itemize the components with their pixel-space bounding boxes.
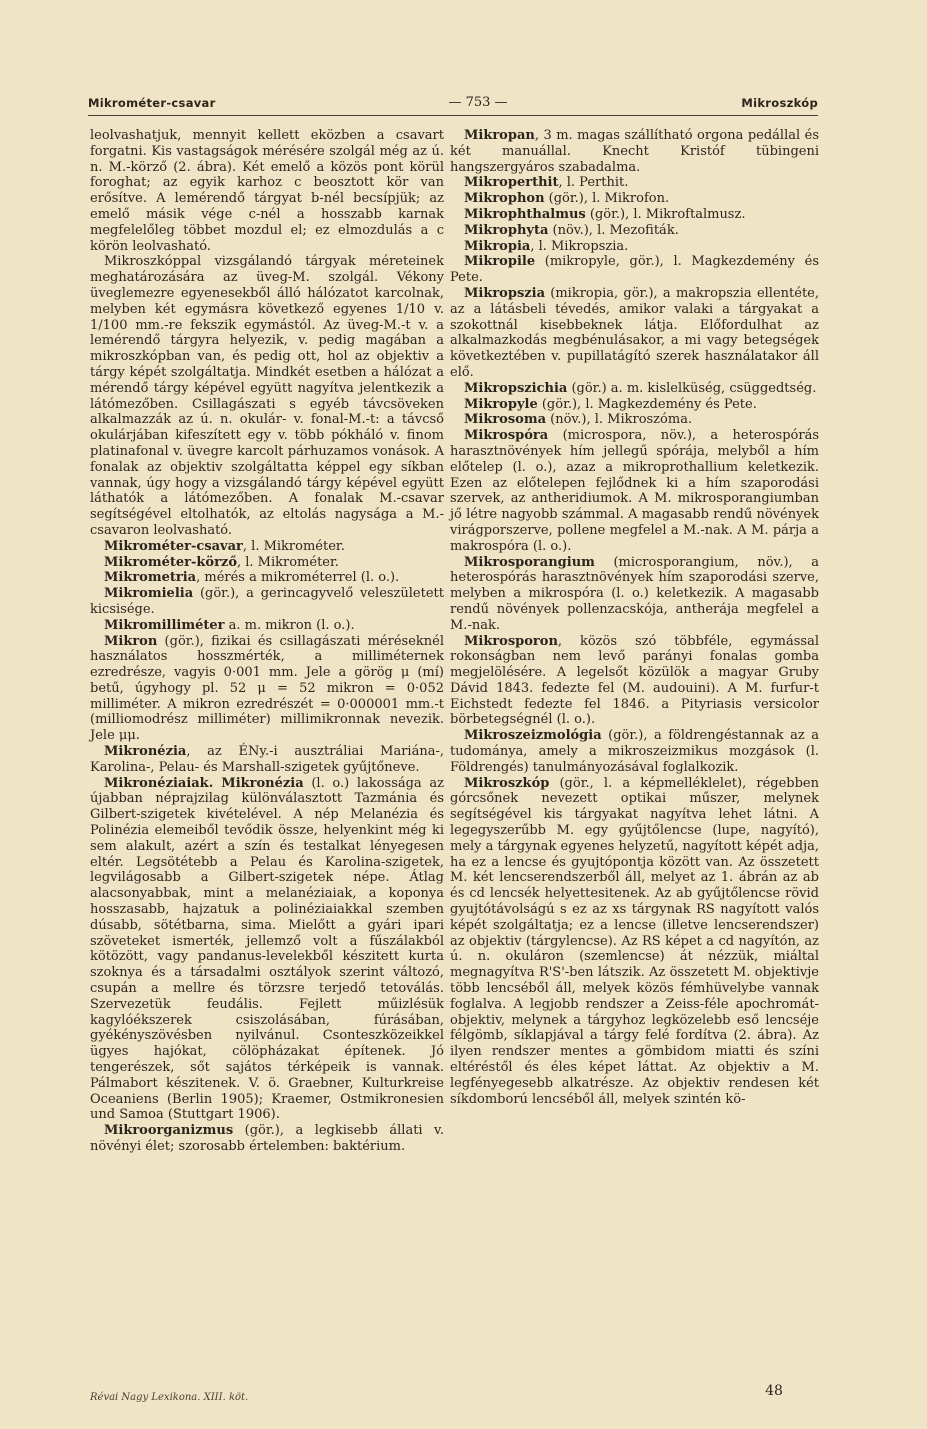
- footer-page-number: 48: [765, 1383, 783, 1399]
- dictionary-entry: [450, 207, 819, 223]
- dictionary-entry: [90, 744, 444, 776]
- dictionary-entry: [450, 412, 819, 428]
- entry-headword: Mikrophon: [464, 191, 545, 207]
- entry-body: (gör.), l. Mikroftalmusz.: [585, 206, 746, 222]
- dictionary-entry: [90, 618, 444, 634]
- entry-body: , l. Mikrométer.: [236, 554, 339, 570]
- entry-body: , l. Perthit.: [558, 175, 629, 191]
- dictionary-entry: [450, 428, 819, 554]
- header-rule: [88, 115, 818, 116]
- dictionary-entry: [450, 634, 819, 729]
- dictionary-entry: [450, 128, 819, 175]
- dictionary-entry: [90, 586, 444, 618]
- footer-note: Révai Nagy Lexikona. XIII. köt.: [90, 1392, 249, 1403]
- entry-headword: Mikrosoma: [464, 412, 547, 428]
- entry-headword: Mikroszeizmológia: [464, 728, 602, 744]
- dictionary-entry: [90, 634, 444, 745]
- dictionary-entry: [450, 381, 819, 397]
- header-page-number: — 753 —: [448, 95, 508, 110]
- entry-headword: Mikropia: [464, 238, 531, 254]
- dictionary-entry: [90, 539, 444, 555]
- entry-body: , közös szó többféle, egymással rokonságban nem levő parányi fonalas gomba megjelölésére. A legelsőt közülök a magyar Gruby Dávid 1843. fedezte fel (M. audouini). A M. furfur-t Eichstedt fedezte fel 1846. a Pityriasis versicolor börbetegségnél (l. o.).: [450, 633, 819, 728]
- dictionary-entry: [450, 239, 819, 255]
- entry-headword: Mikropan: [464, 128, 535, 143]
- dictionary-entry: [90, 776, 444, 1124]
- dictionary-entry: [90, 555, 444, 571]
- left-column: [90, 128, 444, 1155]
- entry-headword: Mikronéziaiak. Mikronézia: [104, 775, 304, 791]
- entry-headword: Mikroszkóp: [464, 775, 550, 791]
- entry-body: (gör.), l. Magkezdemény és Pete.: [537, 396, 757, 412]
- entry-body: (gör.), a legkisebb állati v. növényi élet; szorosabb értelemben: baktérium.: [90, 1123, 444, 1154]
- dictionary-entry: [450, 728, 819, 775]
- page-header: [88, 92, 818, 114]
- dictionary-entry: [90, 1123, 444, 1155]
- entry-headword: Mikrosporangium: [464, 554, 595, 570]
- entry-headword: Mikroperthit: [464, 175, 559, 191]
- entry-body: , l. Mikrométer.: [242, 538, 345, 554]
- dictionary-entry: [90, 570, 444, 586]
- entry-body: (növ.), l. Mezofiták.: [548, 222, 679, 238]
- entry-body: (mikropia, gör.), a makropszia ellentéte, az a látásbeli tévedés, amikor valaki a tárgyakat a szokottnál kisebbeknek látja. Előfordulhat az alkalmazkodás megbénulásakor, a mi vagy betegségek következtében v. pupillatágító szerek használatakor áll elő.: [450, 285, 819, 380]
- dictionary-entry: leolvashatjuk, mennyit kellett eközben a csavart forgatni. Kis vastagságok mérésére szolgál még az ú. n. M.-körző (2. ábra). Két emelő a közös pont körül foroghat; az egyik karhoz c beosztott kör van erősítve. A lemérendő tárgyat b-nél becsípjük; az emelő másik vége c-nél a hosszabb karnak megfelelőleg többet mozdul el; ez elmozdulás a c körön leolvasható.: [90, 128, 444, 254]
- dictionary-entry: [450, 191, 819, 207]
- entry-headword: Mikromielia: [104, 586, 194, 602]
- entry-body: (gör., l. a képmelléklelet), régebben górcsőnek nevezett optikai műszer, melynek segítségével kis tárgyakat nagyítva lehet látni. A legegyszerűbb M. egy gyűjtőlencse (lupe, nagyító), mely a tárgynak egyenes helyzetű, nagyított képét adja, ha ez a lencse és gyujtópontja között van. Az összetett M. két lencserendszerből áll, melyet az 1. ábrán az ab és cd lencsék helyettesitenek. Az ab gyűjtőlencse rövid gyujtótávolságú s ez az xs tárgynak RS nagyított valós képét szolgáltatja; ez a lencse (illetve lencserendszer) az objektiv (tárgylencse). Az RS képet a cd nagyítón, az ú. n. okuláron (szemlencse) át nézzük, miáltal megnagyítva R'S'-ben látszik. Az összetett M. objektivje több lencséből áll, melyek közös fémhüvelybe vannak foglalva. A legjobb rendszer a Zeiss-féle apochromát-objektiv, melynek a tárgyhoz legközelebb eső lencséje félgömb, síklapjával a tárgy felé fordítva (2. ábra). Az ilyen rendszer mentes a gömbidom miatti és színi eltéréstől és éles képet láttat. Az objektiv a M. legfényegesebb alkatrésze. Az objektiv rendesen két síkdomború lencséből áll, melyek szintén kö-: [450, 775, 819, 1107]
- dictionary-entry: [450, 776, 819, 1108]
- entry-headword: Mikrométer-körző: [104, 554, 237, 570]
- dictionary-entry: [450, 397, 819, 413]
- entry-body: , mérés a mikrométerrel (l. o.).: [196, 570, 400, 586]
- dictionary-entry: [450, 254, 819, 286]
- dictionary-entry: [450, 223, 819, 239]
- entry-headword: Mikrophthalmus: [464, 206, 586, 222]
- entry-headword: Mikrospóra: [464, 428, 549, 444]
- dictionary-entry: [450, 175, 819, 191]
- dictionary-entry: [450, 286, 819, 381]
- entry-body: (gör.), a gerincagyvelő veleszületett kicsisége.: [90, 586, 444, 617]
- entry-headword: Mikropszia: [464, 285, 546, 301]
- entry-headword: Mikrosporon: [464, 633, 558, 649]
- entry-body: , l. Mikropszia.: [530, 238, 629, 254]
- entry-body: (gör.), a földrengéstannak az a tudománya, amely a mikroszeizmikus mozgások (l. Földrengés) tanulmányozásával foglalkozik.: [450, 728, 819, 775]
- entry-headword: Mikroorganizmus: [104, 1123, 234, 1139]
- entry-headword: Mikropszichia: [464, 380, 568, 396]
- entry-headword: Mikron: [104, 633, 158, 649]
- entry-headword: Mikropile: [464, 254, 536, 270]
- dictionary-entry: Mikroszkóppal vizsgálandó tárgyak méreteinek meghatározására az üveg-M. szolgál. Vékony üveglemezre egyenesekből álló hálózatot karcolnak, melyben két egymásra következő egyenes 1/10 v. 1/100 mm.-re fekszik egymástól. Az üveg-M.-t v. a lemérendő tárgyra helyezik, v. pedig magában a mikroszkópban van, és pedig ott, hol az objektiv a tárgy képét szolgáltatja. Mindkét esetben a hálózat a mérendő tárgy képével együtt nagyítva jelentkezik a látómezőben. Csillagászati s egyéb távcsöveken alkalmazzák az ú. n. okulár- v. fonal-M.-t: a távcső okulárjában kifeszített egy v. több pókháló v. finom platinafonal v. üvegre karcolt párhuzamos vonások. A fonalak az objektiv szolgáltatta képpel egy síkban vannak, úgy hogy a vizsgálandó tárgy képével együtt láthatók a látómezőben. A fonalak M.-csavar segítségével eltolhatók, az eltolás nagysága a M.-csavaron leolvasható.: [90, 254, 444, 538]
- header-left-guideword: Mikrométer-csavar: [88, 96, 216, 110]
- entry-body: (microsporangium, növ.), a heterospórás harasztnövények hím szaporodási szerve, melyben a mikrospóra (l. o.) keletkezik. A magasabb rendű növények pollenzacskója, antherája megfelel a M.-nak.: [450, 554, 819, 633]
- entry-headword: Mikromilliméter: [104, 617, 225, 633]
- dictionary-entry: [450, 555, 819, 634]
- header-right-guideword: Mikroszkóp: [741, 96, 818, 110]
- entry-body: (gör.) a. m. kislelküség, csüggedtség.: [567, 380, 817, 396]
- entry-body: (microspora, növ.), a heterospórás harasztnövények hím jellegű spórája, melyből a hím előtelep (l. o.), azaz a mikroprothallium keletkezik. Ezen az előtelepen fejlődnek ki a hím szaporodási szervek, az antheridiumok. A M. mikrosporangiumban jő létre nagyobb számmal. A magasabb rendű növények virágporszerve, pollene megfelel a M.-nak. A M. párja a makrospóra (l. o.).: [450, 428, 819, 554]
- entry-body: (növ.), l. Mikroszóma.: [546, 412, 693, 428]
- entry-body: (mikropyle, gör.), l. Magkezdemény és Pete.: [450, 254, 819, 286]
- entry-headword: Mikrophyta: [464, 222, 549, 238]
- entry-body: (gör.), fizikai és csillagászati méréseknél használatos hosszmérték, a milliméternek ezredrésze, vagyis 0·001 mm. Jele a görög μ (mí) betű, úgyhogy pl. 52 μ = 52 mikron = 0·052 milliméter. A mikron ezredrészét = 0·000001 mm.-t (milliomodrész milliméter) millimikronnak nevezik. Jele μμ.: [90, 633, 444, 744]
- entry-body: a. m. mikron (l. o.).: [224, 617, 355, 633]
- entry-body: (gör.), l. Mikrofon.: [544, 191, 670, 207]
- entry-body: (l. o.) lakossága az újabban néprajzilag különválasztott Tazmánia és Gilbert-szigetek kivételével. A nép Melanézia és Polinézia elemeiből tevődik össze, helyenkint még ki sem alakult, azért a szín és testalkat lényegesen eltér. Legsötétebb a Pelau és Karolina-szigetek, legvilágosabb a Gilbert-szigetek népe. Átlag alacsonyabbak, mint a melanéziaiak, a koponya hosszasabb, hajzatuk a polinéziaiakkal szemben dúsabb, sötétbarna, sima. Mielőtt a gyári ipari szöveteket ismerték, jellemző volt a fűszálakból kötözött, vagy pandanus-levelekből készitett kurta szoknya és a társadalmi osztályok szerint változó, csupán a mellre és törzsre terjedő tetoválás. Szervezetük feudális. Fejlett műizlésük kagylóékszerek csiszolásában, fúrásában, gyékényszövésben nyilvánul. Csonteszközeikkel ügyes hajókat, cölöpházakat építenek. Jó tengerészek, sőt sajátos térképeik is vannak. Pálmabort készitenek. V. ö. Graebner, Kulturkreise Oceaniens (Berlin 1905); Kraemer, Ostmikronesien und Samoa (Stuttgart 1906).: [90, 775, 444, 1123]
- entry-headword: Mikropyle: [464, 396, 538, 412]
- entry-body: , az ÉNy.-i ausztráliai Mariána-, Karolina-, Pelau- és Marshall-szigetek gyűjtőneve.: [90, 744, 444, 775]
- entry-headword: Mikrometria: [104, 570, 197, 586]
- entry-headword: Mikronézia: [104, 744, 187, 760]
- entry-headword: Mikrométer-csavar: [104, 538, 243, 554]
- entry-body: , 3 m. magas szállítható orgona pedállal és két manuállal. Knecht Kristóf tübingeni hangszergyáros szabadalma.: [450, 128, 819, 175]
- right-column: [450, 128, 819, 1107]
